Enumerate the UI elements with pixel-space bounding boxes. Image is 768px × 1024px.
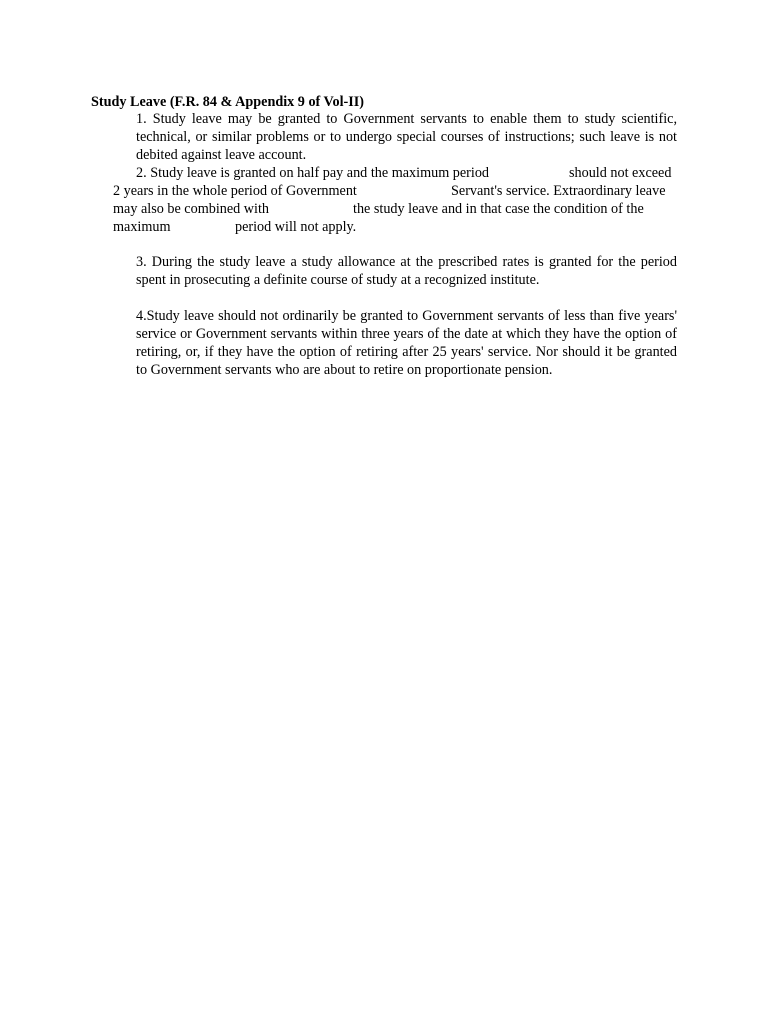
paragraph-2-line-4a: maximum — [113, 219, 171, 235]
paragraph-4: 4.Study leave should not ordinarily be granted to Government servants of less than five years' service or Government servants within three years of the date at which they have the option of retiring, or, if they have the option of retiring after 25 years' service. Nor should it be granted to Government servants who are about to retire on proportionate pension. — [136, 308, 677, 378]
paragraph-2-line-1a: 2. Study leave is granted on half pay and the maximum period — [136, 165, 490, 181]
paragraph-2-line-1b: should not exceed — [569, 165, 672, 181]
paragraph-2-line-2b: Servant's service. Extraordinary leave — [451, 183, 666, 199]
document-title: Study Leave (F.R. 84 & Appendix 9 of Vol-II) — [91, 94, 365, 110]
paragraph-2-line-3b: the study leave and in that case the condition of the — [353, 201, 644, 217]
paragraph-2-line-3a: may also be combined with — [113, 201, 270, 217]
paragraph-3: 3. During the study leave a study allowance at the prescribed rates is granted for the period spent in prosecuting a definite course of study at a recognized institute. — [136, 254, 677, 288]
paragraph-2-line-4b: period will not apply. — [235, 219, 357, 235]
paragraph-2-line-2a: 2 years in the whole period of Government — [113, 183, 357, 199]
paragraph-1: 1. Study leave may be granted to Government servants to enable them to study scientific, technical, or similar problems or to undergo special courses of instructions; such leave is not debited against leave account. — [136, 111, 677, 163]
